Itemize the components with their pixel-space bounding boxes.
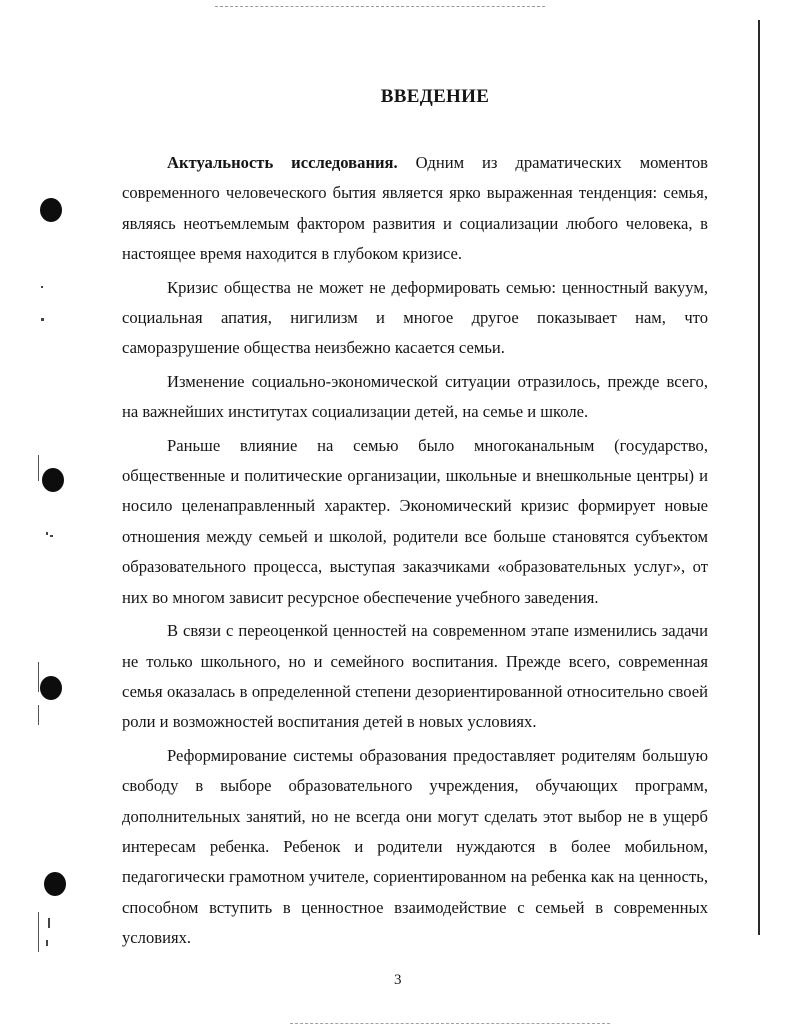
scan-speck <box>38 455 39 481</box>
scan-speck <box>38 705 39 725</box>
page-title: ВВЕДЕНИЕ <box>380 86 490 107</box>
binder-hole <box>42 468 64 492</box>
paragraph-lead: Актуальность исследования. <box>167 153 398 172</box>
scan-speck <box>48 918 50 928</box>
paragraph <box>122 148 708 270</box>
scan-speck <box>50 535 53 537</box>
scan-speck <box>46 532 48 535</box>
page-number: 3 <box>394 972 402 988</box>
scan-speck <box>38 912 39 952</box>
paragraph: Кризис общества не может не деформировать семью: ценностный вакуум, социальная апатия, нигилизм и многое другое показывает нам, что саморазрушение общества неизбежно касается семьи. <box>122 277 708 358</box>
paragraph: Раньше влияние на семью было многоканальным (государство, общественные и политические организации, школьные и внешкольные центры) и носило целенаправленный характер. Экономический кризис формирует новые отношения между семьей и школой, родители все больше становятся субъектом образовательного процесса, выступая заказчиками «образовательных услуг», от них во многом зависит ресурсное обеспечение учебного заведения. <box>122 435 708 607</box>
scan-speck <box>41 318 44 321</box>
scan-artifact-bottom <box>290 1023 610 1025</box>
page-edge-line <box>758 20 760 935</box>
paragraph-text: Одним из драматических моментов современного человеческого бытия является ярко выраженная тенденция: семья, являясь неотъемлемым фактором развития и социализации любого человека, в настоящее время находится в глубоком кризисе. <box>122 153 708 264</box>
binder-hole <box>40 198 62 222</box>
scan-speck <box>38 662 39 692</box>
body-text <box>122 148 708 954</box>
paragraph: Изменение социально-экономической ситуации отразилось, прежде всего, на важнейших институтах социализации детей, на семье и школе. <box>122 371 708 422</box>
paragraph: В связи с переоценкой ценностей на современном этапе изменились задачи не только школьного, но и семейного воспитания. Прежде всего, современная семья оказалась в определенной степени дезориентированной относительно своей роли и возможностей воспитания детей в новых условиях. <box>122 621 708 732</box>
scan-speck <box>41 286 43 288</box>
scan-speck <box>46 940 48 946</box>
binder-hole <box>40 676 62 700</box>
scan-artifact-top <box>215 6 545 8</box>
binder-hole <box>44 872 66 896</box>
paragraph: Реформирование системы образования предоставляет родителям большую свободу в выборе образовательного учреждения, обучающих программ, дополнительных занятий, но не всегда они могут сделать этот выбор не в ущерб интересам ребенка. Ребенок и родители нуждаются в более мобильном, педагогически грамотном учителе, сориентированном на ребенка как на ценность, способном вступить в ценностное взаимодействие с семьей в современных условиях. <box>122 745 708 948</box>
